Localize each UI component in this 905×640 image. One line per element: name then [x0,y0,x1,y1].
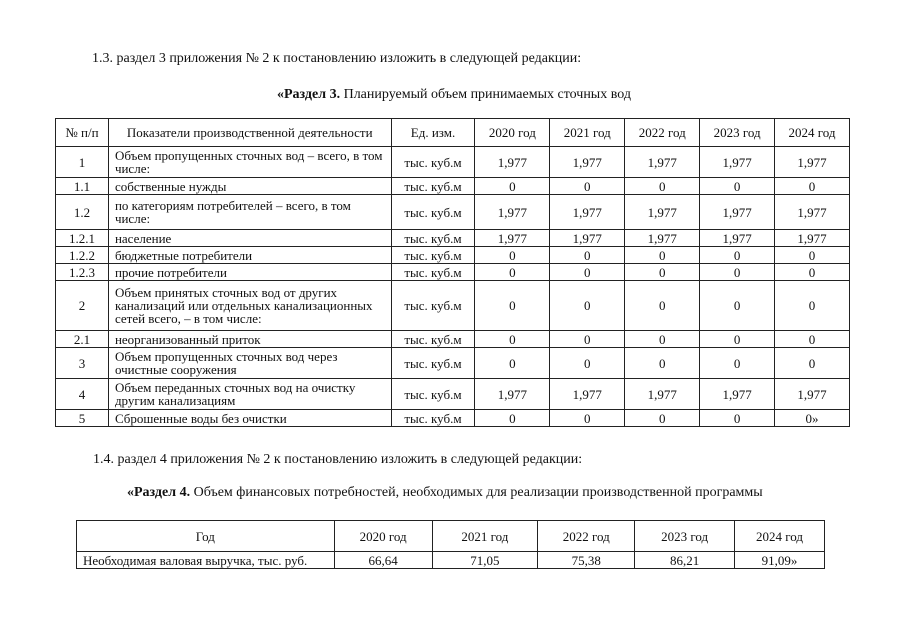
row-unit: тыс. куб.м [391,379,475,410]
section-4-heading [127,485,763,501]
table-row [56,230,850,247]
header-cell: 2020 год [475,119,550,147]
row-value: 1,977 [625,195,700,230]
row-indicator: Объем принятых сточных вод от других канализаций или отдельных канализационных сетей всего, – в том числе: [108,281,391,331]
row-value: 1,977 [625,230,700,247]
row-number: 1.2.3 [56,264,109,281]
section-3-heading [277,87,631,103]
row-value: 0 [625,348,700,379]
table-header-row [56,119,850,147]
row-indicator: Объем переданных сточных вод на очистку другим канализациям [108,379,391,410]
row-value: 0 [475,348,550,379]
table-row [56,281,850,331]
row-number: 1 [56,147,109,178]
row-number: 3 [56,348,109,379]
row-value: 1,977 [775,147,850,178]
row-value: 0 [475,410,550,427]
row-value: 1,977 [775,379,850,410]
table-row [56,264,850,281]
table-row [56,331,850,348]
row-value: 0 [700,331,775,348]
row-number: 1.2.2 [56,247,109,264]
row-unit: тыс. куб.м [391,348,475,379]
row-indicator: собственные нужды [108,178,391,195]
row-value: 0 [550,264,625,281]
row-value: 1,977 [475,147,550,178]
header-cell: 2024 год [775,119,850,147]
row-value: 75,38 [538,552,635,569]
row-value: 86,21 [635,552,735,569]
row-value: 0 [550,281,625,331]
row-value: 1,977 [775,195,850,230]
row-indicator: Сброшенные воды без очистки [108,410,391,427]
row-number: 1.1 [56,178,109,195]
row-value: 71,05 [432,552,538,569]
row-value: 1,977 [550,195,625,230]
row-value: 0 [550,247,625,264]
table-row [56,348,850,379]
header-cell: 2021 год [432,521,538,552]
row-number: 1.2.1 [56,230,109,247]
table-row [56,247,850,264]
row-value: 0 [475,247,550,264]
row-value: 0 [550,348,625,379]
row-unit: тыс. куб.м [391,247,475,264]
row-unit: тыс. куб.м [391,264,475,281]
row-value: 0 [475,281,550,331]
table-row [56,195,850,230]
row-value: 0 [625,264,700,281]
row-value: 0 [475,331,550,348]
row-value: 0 [550,178,625,195]
row-value: 0 [775,348,850,379]
row-value: 1,977 [475,379,550,410]
row-value: 0 [775,331,850,348]
row-number: 1.2 [56,195,109,230]
row-unit: тыс. куб.м [391,178,475,195]
row-value: 1,977 [625,379,700,410]
row-value: 0 [625,178,700,195]
row-value: 0 [700,410,775,427]
row-value: 1,977 [550,147,625,178]
row-indicator: неорганизованный приток [108,331,391,348]
row-value: 0 [700,281,775,331]
row-value: 1,977 [700,230,775,247]
row-value: 0 [625,281,700,331]
table-header-row [77,521,825,552]
row-unit: тыс. куб.м [391,230,475,247]
header-cell: 2022 год [538,521,635,552]
row-value: 1,977 [475,230,550,247]
row-value: 0 [475,264,550,281]
row-indicator: прочие потребители [108,264,391,281]
row-indicator: Необходимая валовая выручка, тыс. руб. [77,552,335,569]
row-number: 4 [56,379,109,410]
paragraph-1-3: 1.3. раздел 3 приложения № 2 к постановлению изложить в следующей редакции: [92,51,582,66]
wastewater-volume-table [55,118,850,427]
row-indicator: Объем пропущенных сточных вод через очистные сооружения [108,348,391,379]
row-value: 91,09» [735,552,825,569]
table-row [56,147,850,178]
row-indicator: Объем пропущенных сточных вод – всего, в том числе: [108,147,391,178]
row-indicator: население [108,230,391,247]
row-value: 66,64 [334,552,432,569]
row-indicator: бюджетные потребители [108,247,391,264]
row-indicator: по категориям потребителей – всего, в том числе: [108,195,391,230]
section-4-title: Объем финансовых потребностей, необходимых для реализации производственной программы [193,485,763,500]
row-unit: тыс. куб.м [391,195,475,230]
header-cell: № п/п [56,119,109,147]
row-unit: тыс. куб.м [391,147,475,178]
row-value: 0 [625,247,700,264]
header-cell: 2021 год [550,119,625,147]
row-value: 0» [775,410,850,427]
row-unit: тыс. куб.м [391,410,475,427]
header-cell: Ед. изм. [391,119,475,147]
row-value: 0 [775,247,850,264]
row-value: 0 [700,348,775,379]
row-value: 1,977 [475,195,550,230]
row-value: 1,977 [700,195,775,230]
row-value: 1,977 [625,147,700,178]
row-value: 1,977 [775,230,850,247]
row-value: 1,977 [550,230,625,247]
table-row [56,178,850,195]
header-cell: Показатели производственной деятельности [108,119,391,147]
row-value: 0 [700,264,775,281]
header-cell: 2023 год [700,119,775,147]
row-value: 0 [550,410,625,427]
row-value: 0 [700,178,775,195]
row-value: 1,977 [700,379,775,410]
header-cell: 2022 год [625,119,700,147]
row-value: 0 [625,410,700,427]
row-value: 0 [775,264,850,281]
header-cell: 2024 год [735,521,825,552]
header-cell: 2020 год [334,521,432,552]
paragraph-1-4: 1.4. раздел 4 приложения № 2 к постановлению изложить в следующей редакции: [93,452,583,467]
section-3-title: Планируемый объем принимаемых сточных вод [343,87,631,102]
table-row [56,379,850,410]
table-row [56,410,850,427]
row-value: 0 [775,178,850,195]
section-3-prefix: «Раздел 3. [277,87,341,102]
section-4-prefix: «Раздел 4. [127,485,191,500]
row-value: 1,977 [550,379,625,410]
header-cell: 2023 год [635,521,735,552]
row-unit: тыс. куб.м [391,281,475,331]
table-row [77,552,825,569]
row-number: 2.1 [56,331,109,348]
financial-needs-table [76,520,825,569]
row-number: 5 [56,410,109,427]
header-cell: Год [77,521,335,552]
row-number: 2 [56,281,109,331]
row-value: 0 [550,331,625,348]
row-value: 0 [625,331,700,348]
row-unit: тыс. куб.м [391,331,475,348]
row-value: 0 [775,281,850,331]
row-value: 0 [475,178,550,195]
row-value: 0 [700,247,775,264]
row-value: 1,977 [700,147,775,178]
